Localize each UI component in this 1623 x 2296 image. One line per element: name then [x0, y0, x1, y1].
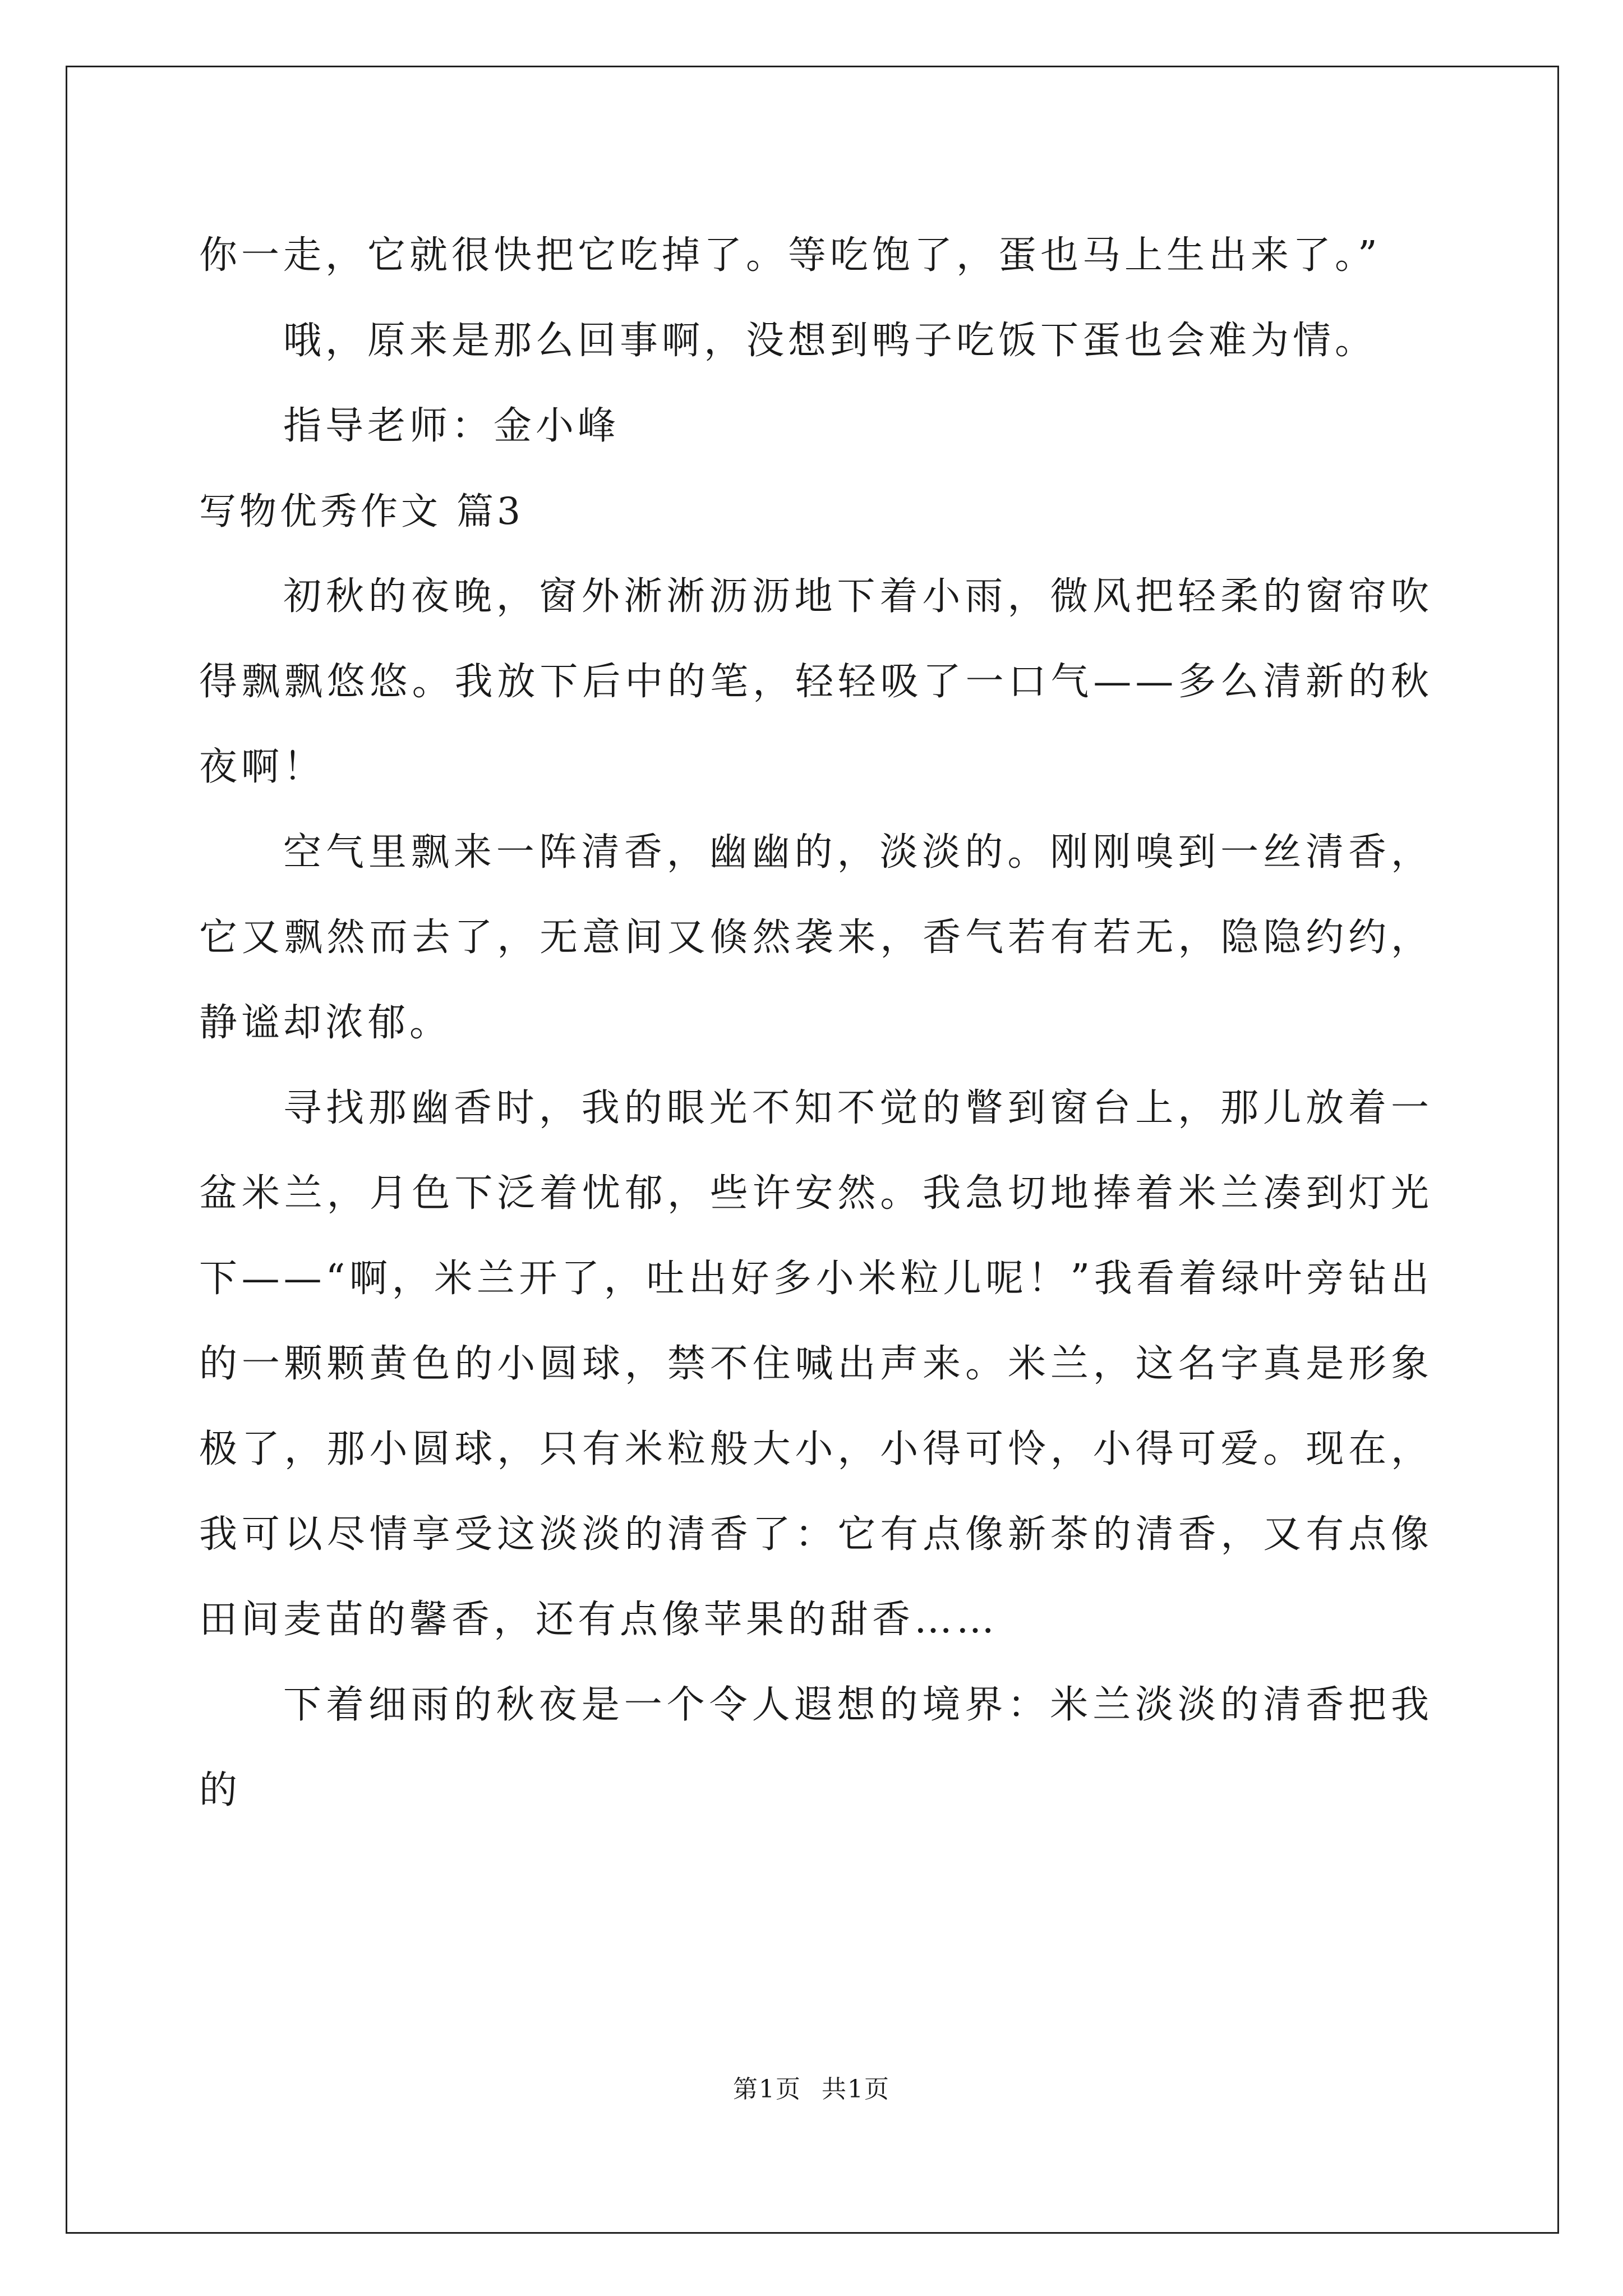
- advisor-line: 指导老师：金小峰: [283, 404, 620, 448]
- document-body: [199, 213, 1433, 1833]
- page-number: 第1页: [733, 2075, 801, 2104]
- page-footer: [0, 2069, 1623, 2105]
- paragraph-6: 下着细雨的秋夜是一个令人遐想的境界：米兰淡淡的清香把我的: [199, 1683, 1433, 1812]
- paragraph-5: 寻找那幽香时，我的眼光不知不觉的瞥到窗台上，那儿放着一盆米兰，月色下泛着忧郁，些许安然。我急切地捧着米兰凑到灯光下——“啊，米兰开了，吐出好多小米粒儿呢！”我看着绿叶旁钻出的一颗颗黄色的小圆球，禁不住喊出声来。米兰，这名字真是形象极了，那小圆球，只有米粒般大小，小得可怜，小得可爱。现在，我可以尽情享受这淡淡的清香了：它有点像新茶的清香，又有点像田间麦苗的馨香，还有点像苹果的甜香……: [199, 1086, 1433, 1642]
- paragraph-2: 哦，原来是那么回事啊，没想到鸭子吃饭下蛋也会难为情。: [283, 319, 1377, 363]
- paragraph-4: 空气里飘来一阵清香，幽幽的，淡淡的。刚刚嗅到一丝清香，它又飘然而去了，无意间又倏然袭来，香气若有若无，隐隐约约，静谧却浓郁。: [199, 830, 1433, 1045]
- paragraph-3: 初秋的夜晚，窗外淅淅沥沥地下着小雨，微风把轻柔的窗帘吹得飘飘悠悠。我放下后中的笔，轻轻吸了一口气——多么清新的秋夜啊！: [199, 574, 1433, 789]
- paragraph-1: 你一走，它就很快把它吃掉了。等吃饱了，蛋也马上生出来了。”: [199, 233, 1381, 278]
- page-total: 共1页: [822, 2075, 890, 2104]
- section-heading: 写物优秀作文 篇3: [199, 490, 524, 533]
